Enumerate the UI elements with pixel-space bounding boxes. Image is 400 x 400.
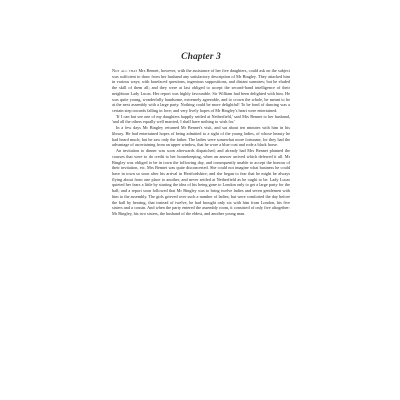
paragraph-3: In a few days Mr Bingley returned Mr Bennet's visit, and sat about ten minutes with him in his library. He had entertained hopes of being admitted to a sight of the young ladies, of whose beauty he had heard much; but he saw only the father. The ladies were somewhat more fortunate, for they had the advantage of ascertaining from an upper window, that he wore a blue coat and rode a black horse. [112,125,290,148]
paragraph-4: An invitation to dinner was soon afterwards dispatched; and already had Mrs Bennet planned the courses that were to do credit to her housekeeping, when an answer arrived which deferred it all. Mr Bingley was obliged to be in town the following day, and consequently unable to accept the honour of their invitation, etc. Mrs Bennet was quite disconcerted. She could not imagine what business he could have in town so soon after his arrival in Hertfordshire; and she began to fear that he might be always flying about from one place to another, and never settled at Netherfield as he ought to be. Lady Lucas quieted her fears a little by starting the idea of his being gone to London only to get a large party for the ball; and a report soon followed that Mr Bingley was to bring twelve ladies and seven gentlemen with him to the assembly. The girls grieved over such a number of ladies; but were comforted the day before the ball by hearing, that instead of twelve, he had brought only six with him from London, his five sisters and a cousin. And when the party entered the assembly room, it consisted of only five altogether: Mr Bingley, his two sisters, the husband of the eldest, and another young man. [112,148,290,216]
paragraph-1 [112,68,290,114]
paragraph-1-text: Mrs Bennet, however, with the assistance of her five daughters, could ask on the subject was sufficient to draw from her husband any satisfactory description of Mr Bingley. They attacked him in various ways; with barefaced questions, ingenious suppositions, and distant surmises; but he eluded the skill of them all; and they were at last obliged to accept the second-hand intelligence of their neighbour Lady Lucas. Her report was highly favourable. Sir William had been delighted with him. He was quite young, wonderfully handsome, extremely agreeable, and to crown the whole, he meant to be at the next assembly with a large party. Nothing could be more delightful! To be fond of dancing was a certain step towards falling in love; and very lively hopes of Mr Bingley's heart were entertained. [112,68,290,114]
book-page [112,52,290,217]
chapter-title: Chapter 3 [181,52,221,62]
paragraph-1-lead: Not all that [112,68,138,73]
paragraph-2: 'If I can but see one of my daughters happily settled at Netherfield,' said Mrs Bennet to her husband, 'and all the others equally well married, I shall have nothing to wish for.' [112,113,290,125]
